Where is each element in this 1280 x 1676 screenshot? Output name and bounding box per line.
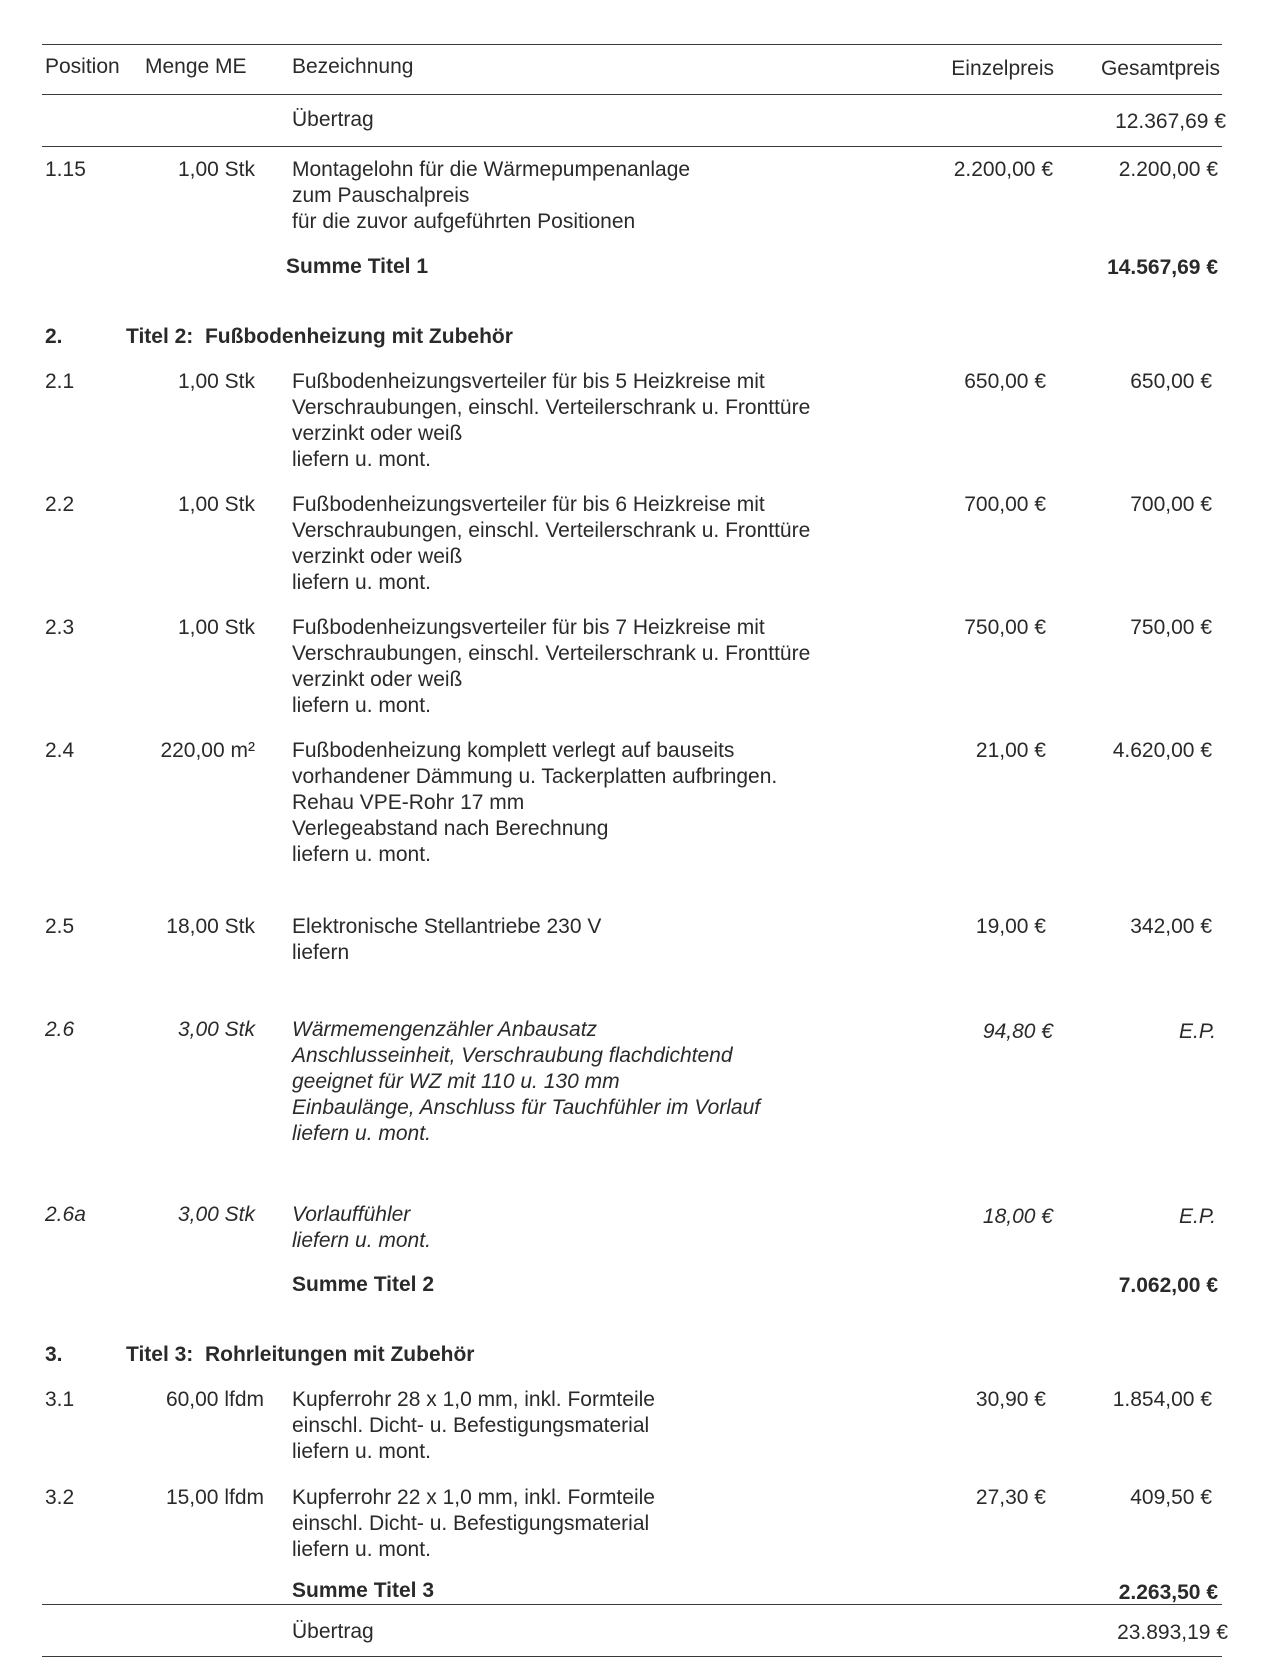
title2-number: 2.: [45, 325, 63, 348]
col-position: Position: [45, 55, 120, 78]
uebertrag-top-label: Übertrag: [292, 108, 374, 131]
row-total-price: E.P.: [1179, 1020, 1216, 1043]
row-quantity: 1,00 Stk: [177, 493, 255, 516]
row-quantity: 15,00 lfdm: [165, 1486, 264, 1509]
row-quantity: 60,00 lfdm: [165, 1388, 264, 1411]
row-total-price: 650,00 €: [1130, 370, 1212, 393]
row-quantity: 18,00 Stk: [166, 915, 255, 938]
row-description: Wärmemengenzähler Anbausatz Anschlusseinheit, Verschraubung flachdichtend geeignet für WZ mit 110 u. 130 mm Einbaulänge, Anschluss für Tauchfühler im Vorlauf liefern u. mont.: [292, 1018, 761, 1145]
row-unit-price: 2.200,00 €: [953, 158, 1053, 181]
title3-heading: Titel 3: Rohrleitungen mit Zubehör: [126, 1343, 475, 1366]
row-description: Fußbodenheizungsverteiler für bis 7 Heizkreise mit Verschraubungen, einschl. Verteilerschrank u. Fronttüre verzinkt oder weiß liefern u. mont.: [292, 616, 811, 717]
row-total-price: 700,00 €: [1130, 493, 1212, 516]
row-total-price: 1.854,00 €: [1112, 1388, 1212, 1411]
row-position: 2.6: [45, 1018, 75, 1041]
row-unit-price: 19,00 €: [975, 915, 1046, 938]
row-description: Elektronische Stellantriebe 230 V liefern: [292, 915, 602, 964]
footer-rule: [42, 1656, 1222, 1657]
row-unit-price: 21,00 €: [975, 739, 1046, 762]
row-unit-price: 18,00 €: [982, 1205, 1053, 1228]
col-einzelpreis: Einzelpreis: [951, 57, 1054, 80]
col-bezeichnung: Bezeichnung: [292, 55, 414, 78]
row-quantity: 1,00 Stk: [177, 616, 255, 639]
sum-title3-label: Summe Titel 3: [292, 1579, 434, 1602]
col-menge-me: Menge ME: [145, 55, 247, 78]
header-bottom-rule: [42, 94, 1222, 95]
row-position: 1.15: [45, 158, 86, 181]
sum-title3-value: 2.263,50 €: [1118, 1581, 1218, 1604]
row-position: 2.2: [45, 493, 75, 516]
title2-heading: Titel 2: Fußbodenheizung mit Zubehör: [126, 325, 513, 348]
uebertrag-top-value: 12.367,69 €: [1115, 110, 1226, 133]
row-quantity: 220,00 m²: [160, 739, 255, 762]
row-position: 2.6a: [45, 1203, 86, 1226]
row-description: Fußbodenheizungsverteiler für bis 6 Heizkreise mit Verschraubungen, einschl. Verteilerschrank u. Fronttüre verzinkt oder weiß liefern u. mont.: [292, 493, 811, 594]
row-position: 3.2: [45, 1486, 75, 1509]
row-unit-price: 750,00 €: [964, 616, 1046, 639]
row-unit-price: 27,30 €: [975, 1486, 1046, 1509]
uebertrag-bottom-value: 23.893,19 €: [1117, 1621, 1228, 1644]
row-total-price: 409,50 €: [1130, 1486, 1212, 1509]
row-description: Fußbodenheizung komplett verlegt auf bauseits vorhandener Dämmung u. Tackerplatten aufbringen. Rehau VPE-Rohr 17 mm Verlegeabstand nach Berechnung liefern u. mont.: [292, 739, 778, 866]
row-quantity: 3,00 Stk: [177, 1018, 255, 1041]
uebertrag-rule: [42, 146, 1222, 147]
row-quantity: 1,00 Stk: [177, 158, 255, 181]
row-position: 2.4: [45, 739, 75, 762]
row-total-price: 2.200,00 €: [1118, 158, 1218, 181]
row-position: 2.5: [45, 915, 75, 938]
row-description: Kupferrohr 22 x 1,0 mm, inkl. Formteile einschl. Dicht- u. Befestigungsmaterial liefern u. mont.: [292, 1486, 655, 1561]
row-position: 2.3: [45, 616, 75, 639]
row-unit-price: 30,90 €: [975, 1388, 1046, 1411]
row-total-price: E.P.: [1179, 1205, 1216, 1228]
row-total-price: 342,00 €: [1130, 915, 1212, 938]
row-quantity: 3,00 Stk: [177, 1203, 255, 1226]
row-description: Montagelohn für die Wärmepumpenanlage zum Pauschalpreis für die zuvor aufgeführten Positionen: [292, 158, 691, 233]
row-unit-price: 94,80 €: [982, 1020, 1053, 1043]
row-total-price: 4.620,00 €: [1112, 739, 1212, 762]
row-description: Vorlauffühler liefern u. mont.: [292, 1203, 431, 1252]
header-top-rule: [42, 44, 1222, 45]
row-description: Kupferrohr 28 x 1,0 mm, inkl. Formteile einschl. Dicht- u. Befestigungsmaterial liefern u. mont.: [292, 1388, 655, 1463]
row-description: Fußbodenheizungsverteiler für bis 5 Heizkreise mit Verschraubungen, einschl. Verteilerschrank u. Fronttüre verzinkt oder weiß liefern u. mont.: [292, 370, 811, 471]
row-total-price: 750,00 €: [1130, 616, 1212, 639]
sum-title2-value: 7.062,00 €: [1118, 1274, 1218, 1297]
row-unit-price: 700,00 €: [964, 493, 1046, 516]
row-quantity: 1,00 Stk: [177, 370, 255, 393]
sum-title2-label: Summe Titel 2: [292, 1273, 434, 1296]
row-position: 2.1: [45, 370, 75, 393]
row-unit-price: 650,00 €: [964, 370, 1046, 393]
sum-title1-value: 14.567,69 €: [1107, 256, 1218, 279]
uebertrag-bottom-label: Übertrag: [292, 1620, 374, 1643]
col-gesamtpreis: Gesamtpreis: [1100, 57, 1220, 80]
sum-title3-rule: [42, 1604, 1222, 1605]
title3-number: 3.: [45, 1343, 63, 1366]
row-position: 3.1: [45, 1388, 75, 1411]
sum-title1-label: Summe Titel 1: [286, 255, 428, 278]
